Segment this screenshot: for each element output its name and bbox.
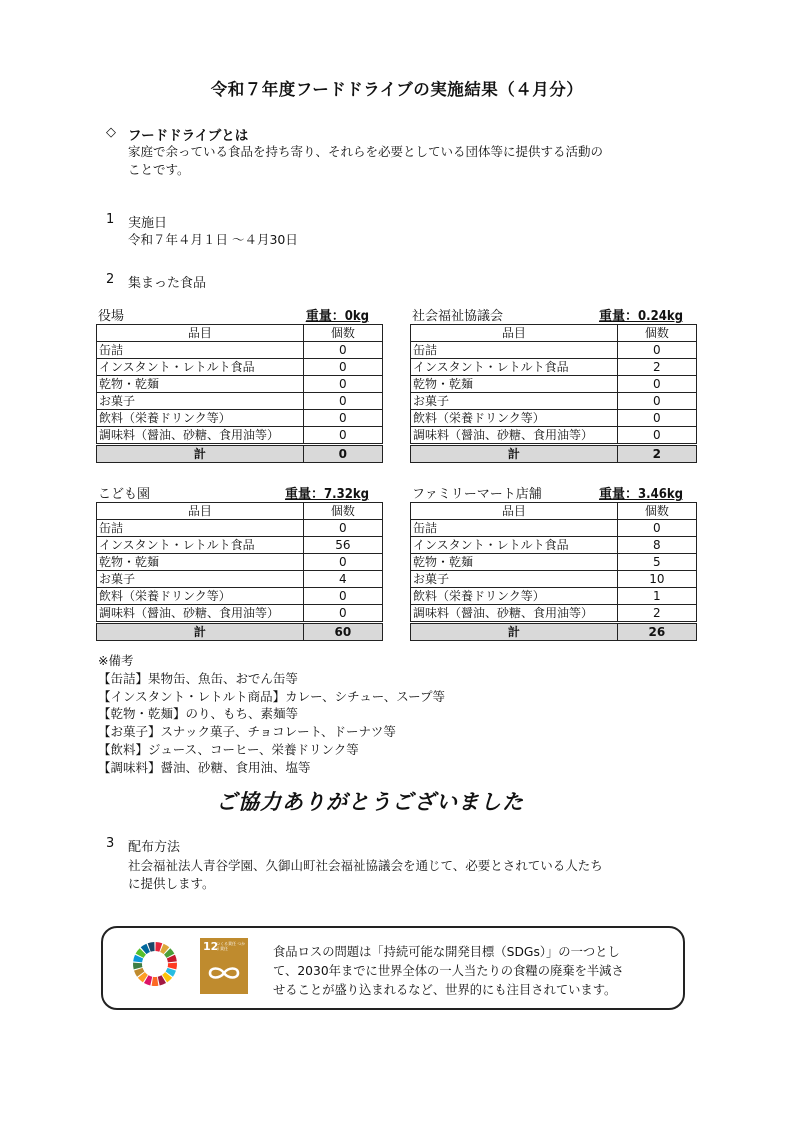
food-table	[410, 502, 697, 641]
item-cell: お菓子	[97, 571, 304, 588]
item-cell: 飲料（栄養ドリンク等）	[411, 588, 618, 605]
notes-heading: ※備考	[98, 653, 134, 668]
table-block-shakyo	[410, 306, 697, 463]
table-row	[411, 588, 697, 605]
section-3-heading: 配布方法	[128, 840, 181, 855]
header-count: 個数	[303, 503, 382, 520]
item-cell: インスタント・レトルト食品	[97, 359, 304, 376]
sdgs-line: て、2030年までに世界全体の一人当たりの食糧の廃棄を半減さ	[273, 964, 624, 978]
item-cell: インスタント・レトルト食品	[411, 359, 618, 376]
count-cell: 0	[303, 588, 382, 605]
section-2-number: 2	[106, 272, 115, 287]
section-1-number: 1	[106, 212, 115, 227]
table-weight: 重量：0kg	[305, 309, 369, 324]
item-cell: インスタント・レトルト食品	[97, 537, 304, 554]
page-title: 令和７年度フードドライブの実施結果（４月分）	[210, 80, 584, 99]
notes-section	[98, 652, 445, 777]
note-line: 【乾物・乾麺】のり、もち、素麺等	[98, 706, 299, 722]
item-cell: 飲料（栄養ドリンク等）	[97, 410, 304, 427]
note-line: 【お菓子】スナック菓子、チョコレート、ドーナツ等	[98, 724, 396, 740]
count-cell: 0	[303, 410, 382, 427]
table-block-yakuba	[96, 306, 383, 463]
count-cell: 0	[303, 427, 382, 445]
total-row	[411, 623, 697, 641]
count-cell: 0	[617, 520, 696, 537]
table-row	[97, 410, 383, 427]
table-row	[97, 393, 383, 410]
count-cell: 0	[303, 554, 382, 571]
table-location-name: 社会福祉協議会	[412, 309, 504, 324]
table-weight: 重量：3.46kg	[598, 487, 683, 502]
section-2-heading: 集まった食品	[128, 276, 207, 291]
table-location-name: ファミリーマート店舗	[412, 487, 542, 502]
table-weight: 重量：7.32kg	[284, 487, 369, 502]
total-value: 2	[617, 445, 696, 463]
item-cell: 調味料（醤油、砂糖、食用油等）	[411, 605, 618, 623]
wheel-segment	[152, 977, 159, 986]
table-location-name: 役場	[98, 309, 125, 324]
thank-you-message: ご協力ありがとうございました	[216, 790, 524, 814]
table-row	[411, 605, 697, 623]
count-cell: 8	[617, 537, 696, 554]
count-cell: 2	[617, 359, 696, 376]
note-line: 【飲料】ジュース、コーヒー、栄養ドリンク等	[98, 741, 359, 757]
item-cell: 乾物・乾麺	[97, 376, 304, 393]
table-row	[97, 376, 383, 393]
table-header-row	[411, 325, 697, 342]
total-value: 26	[617, 623, 696, 641]
infinity-icon	[207, 964, 241, 982]
header-count: 個数	[617, 325, 696, 342]
total-value: 60	[303, 623, 382, 641]
item-cell: お菓子	[411, 393, 618, 410]
wheel-segment	[168, 963, 177, 970]
item-cell: 乾物・乾麺	[97, 554, 304, 571]
count-cell: 0	[303, 376, 382, 393]
food-table	[410, 324, 697, 463]
section-3-line-2: に提供します。	[128, 876, 215, 891]
goal-number: 12	[203, 940, 219, 953]
sdg-goal-12-icon	[200, 938, 248, 994]
table-row	[97, 427, 383, 445]
table-header-row	[97, 503, 383, 520]
food-table	[96, 502, 383, 641]
sdgs-line: 食品ロスの問題は「持続可能な開発目標（SDGs）」の一つとし	[273, 945, 620, 959]
count-cell: 0	[617, 376, 696, 393]
intro-line-1: 家庭で余っている食品を持ち寄り、それらを必要としている団体等に提供する活動の	[128, 144, 604, 159]
count-cell: 5	[617, 554, 696, 571]
intro-line-2: ことです。	[128, 162, 190, 177]
count-cell: 0	[617, 393, 696, 410]
table-row	[97, 571, 383, 588]
count-cell: 56	[303, 537, 382, 554]
table-block-familymart	[410, 484, 697, 641]
table-row	[411, 554, 697, 571]
table-block-kodomoen	[96, 484, 383, 641]
item-cell: お菓子	[97, 393, 304, 410]
table-row	[411, 342, 697, 359]
total-label: 計	[97, 445, 304, 463]
goal-title: つくる責任 つかう責任	[216, 941, 246, 951]
total-label: 計	[411, 623, 618, 641]
item-cell: 飲料（栄養ドリンク等）	[411, 410, 618, 427]
header-item: 品目	[97, 503, 304, 520]
header-item: 品目	[411, 503, 618, 520]
section-3-line-1: 社会福祉法人青谷学園、久御山町社会福祉協議会を通じて、必要とされている人たち	[128, 858, 603, 873]
table-row	[411, 359, 697, 376]
total-value: 0	[303, 445, 382, 463]
item-cell: 缶詰	[411, 342, 618, 359]
table-row	[97, 605, 383, 623]
table-row	[411, 571, 697, 588]
intro-heading: フードドライブとは	[128, 128, 249, 144]
count-cell: 0	[303, 393, 382, 410]
header-item: 品目	[411, 325, 618, 342]
table-row	[411, 410, 697, 427]
sdgs-wheel-logo	[132, 941, 178, 987]
note-line: 【インスタント・レトルト商品】カレー、シチュー、スープ等	[98, 688, 446, 704]
total-row	[97, 623, 383, 641]
table-row	[411, 520, 697, 537]
item-cell: 調味料（醤油、砂糖、食用油等）	[97, 427, 304, 445]
table-row	[411, 393, 697, 410]
count-cell: 0	[617, 410, 696, 427]
count-cell: 0	[303, 520, 382, 537]
header-count: 個数	[617, 503, 696, 520]
item-cell: 飲料（栄養ドリンク等）	[97, 588, 304, 605]
note-line: 【調味料】醤油、砂糖、食用油、塩等	[98, 759, 311, 775]
table-header-row	[411, 503, 697, 520]
total-row	[411, 445, 697, 463]
header-item: 品目	[97, 325, 304, 342]
table-row	[97, 520, 383, 537]
item-cell: お菓子	[411, 571, 618, 588]
count-cell: 10	[617, 571, 696, 588]
table-location-name: こども園	[98, 487, 151, 502]
diamond-marker: ◇	[106, 125, 116, 140]
item-cell: 缶詰	[97, 520, 304, 537]
sdgs-line: せることが盛り込まれるなど、世界的にも注目されています。	[273, 983, 617, 997]
table-row	[411, 376, 697, 393]
count-cell: 1	[617, 588, 696, 605]
table-weight: 重量：0.24kg	[598, 309, 683, 324]
item-cell: 調味料（醤油、砂糖、食用油等）	[411, 427, 618, 445]
count-cell: 0	[617, 342, 696, 359]
item-cell: 乾物・乾麺	[411, 376, 618, 393]
table-row	[411, 427, 697, 445]
table-row	[97, 588, 383, 605]
header-count: 個数	[303, 325, 382, 342]
table-row	[97, 554, 383, 571]
count-cell: 2	[617, 605, 696, 623]
table-header-row	[97, 325, 383, 342]
item-cell: インスタント・レトルト食品	[411, 537, 618, 554]
total-row	[97, 445, 383, 463]
total-label: 計	[411, 445, 618, 463]
item-cell: 乾物・乾麺	[411, 554, 618, 571]
sdgs-description	[273, 943, 663, 1000]
count-cell: 0	[303, 342, 382, 359]
count-cell: 0	[303, 605, 382, 623]
table-row	[97, 342, 383, 359]
item-cell: 缶詰	[411, 520, 618, 537]
count-cell: 0	[617, 427, 696, 445]
section-1-heading: 実施日	[128, 216, 168, 231]
count-cell: 0	[303, 359, 382, 376]
food-table	[96, 324, 383, 463]
table-row	[97, 359, 383, 376]
table-row	[411, 537, 697, 554]
wheel-segment	[133, 963, 142, 970]
section-3-number: 3	[106, 836, 115, 851]
table-row	[97, 537, 383, 554]
item-cell: 缶詰	[97, 342, 304, 359]
count-cell: 4	[303, 571, 382, 588]
total-label: 計	[97, 623, 304, 641]
note-line: 【缶詰】果物缶、魚缶、おでん缶等	[98, 670, 298, 686]
section-1-date: 令和７年４月１日 ～４月30日	[128, 232, 298, 247]
item-cell: 調味料（醤油、砂糖、食用油等）	[97, 605, 304, 623]
